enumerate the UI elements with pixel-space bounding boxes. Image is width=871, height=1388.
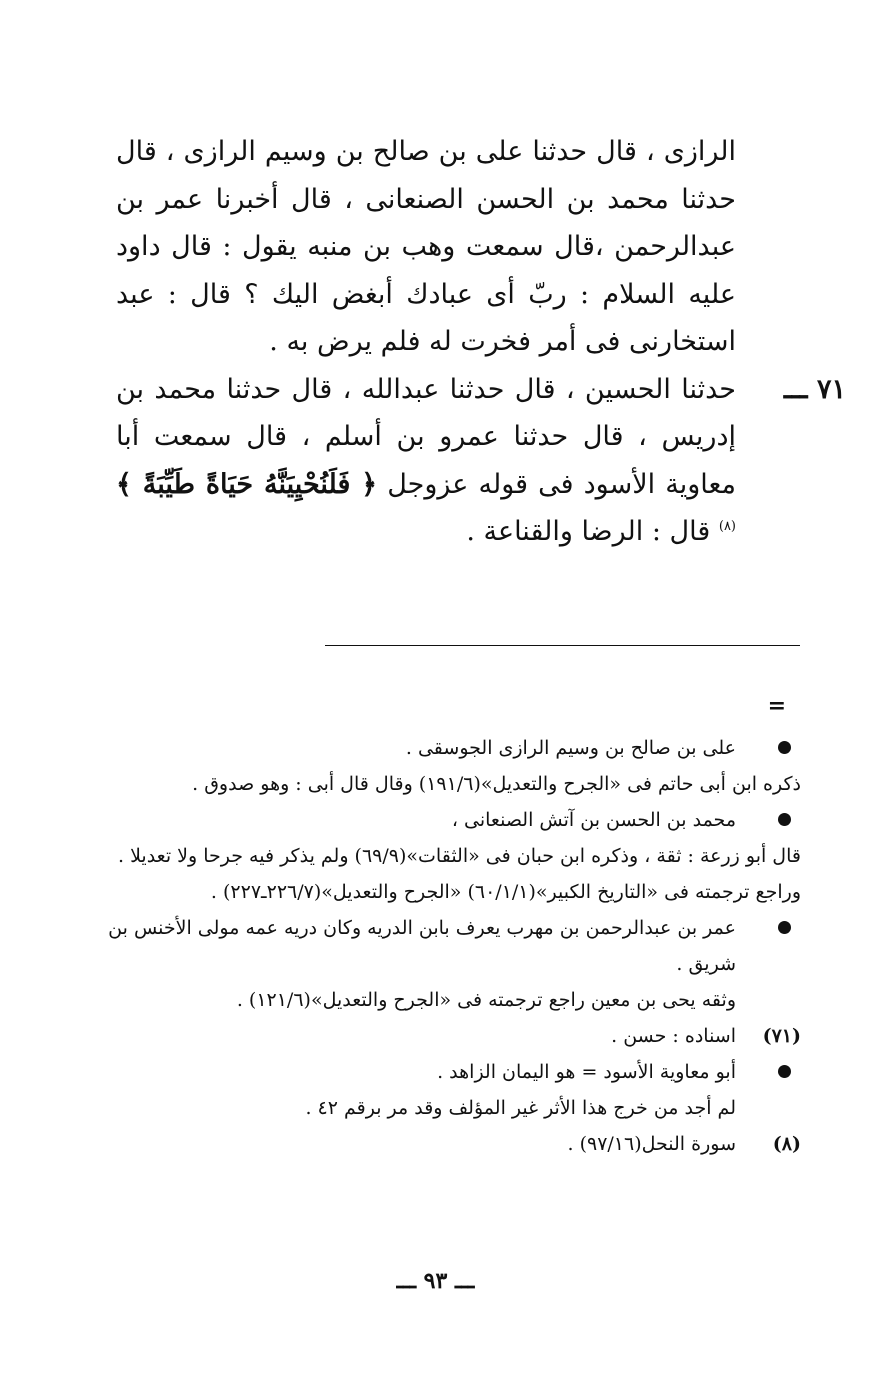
footnote-text: لم أجد من خرج هذا الأثر غير المؤلف وقد مر برقم ٤٢ . bbox=[305, 1097, 736, 1119]
footnote-entry bbox=[101, 730, 801, 766]
main-text bbox=[116, 128, 846, 556]
paragraph-71-ending: قال : الرضا والقناعة . bbox=[466, 516, 711, 547]
paragraph-71-text: حدثنا الحسين ، قال حدثنا عبدالله ، قال حدثنا محمد بن إدريس ، قال حدثنا عمرو بن أسلم ، قال سمعت أبا معاوية الأسود فى قوله عزوجل bbox=[116, 373, 736, 500]
page-number: ـــ ٩٣ ـــ bbox=[396, 1268, 475, 1294]
narrator-name: عمر بن عبدالرحمن بن مهرب يعرف بابن الدريه وكان دريه عمه مولى الأخنس بن شريق . bbox=[108, 917, 736, 975]
footnote-text: اسناده : حسن . bbox=[611, 1025, 736, 1047]
footnote-entry bbox=[101, 802, 801, 838]
footnote-entry bbox=[101, 910, 801, 982]
bullet-icon bbox=[778, 921, 791, 934]
bullet-icon bbox=[778, 813, 791, 826]
bullet-icon bbox=[778, 1065, 791, 1078]
narrator-name: محمد بن الحسن بن آتش الصنعانى ، bbox=[451, 809, 736, 831]
footnote-text: ذكره ابن أبى حاتم فى «الجرح والتعديل»(١٩١/٦) وقال قال أبى : وهو صدوق . bbox=[192, 773, 801, 795]
footnote-continuation-mark: = bbox=[767, 693, 786, 719]
paragraph-number: ٧١ ـــ bbox=[783, 373, 846, 405]
footnote-entry bbox=[101, 1054, 801, 1090]
footnote-entry bbox=[101, 1126, 801, 1162]
footnote-text: وراجع ترجمته فى «التاريخ الكبير»(٦٠/١/١) «الجرح والتعديل»(٢٢٦/٧ـ٢٢٧) . bbox=[210, 881, 801, 903]
footnotes bbox=[101, 730, 801, 1162]
footnote-marker: (٨) bbox=[772, 1133, 801, 1155]
footnote-marker: (٧١) bbox=[762, 1025, 801, 1047]
footnote-separator bbox=[325, 645, 800, 646]
paragraph-71 bbox=[116, 366, 846, 556]
footnote-text: قال أبو زرعة : ثقة ، وذكره ابن حبان فى «الثقات»(٦٩/٩) ولم يذكر فيه جرحا ولا تعديلا . bbox=[118, 845, 801, 867]
footnote-reference: (٨) bbox=[718, 519, 736, 534]
quran-verse: ﴿ فَلَنُحْيِيَنَّهُ حَيَاةً طَيِّبَةً ﴾ bbox=[116, 468, 378, 500]
paragraph-continued: الرازى ، قال حدثنا على بن صالح بن وسيم الرازى ، قال حدثنا محمد بن الحسن الصنعانى ، قال أخبرنا عمر بن عبدالرحمن ،قال سمعت وهب بن منبه يقول : قال داود عليه السلام : ربّ أى عبادك أبغض اليك ؟ قال : عبد استخارنى فى أمر فخرت له فلم يرض به . bbox=[116, 136, 736, 357]
footnote-text: سورة النحل(٩٧/١٦) . bbox=[567, 1133, 736, 1155]
footnote-text: وثقه يحى بن معين راجع ترجمته فى «الجرح والتعديل»(١٢١/٦) . bbox=[236, 989, 736, 1011]
narrator-name: على بن صالح بن وسيم الرازى الجوسقى . bbox=[405, 737, 736, 759]
narrator-name: أبو معاوية الأسود = هو اليمان الزاهد . bbox=[437, 1061, 736, 1083]
footnote-entry bbox=[101, 1018, 801, 1054]
bullet-icon bbox=[778, 741, 791, 754]
